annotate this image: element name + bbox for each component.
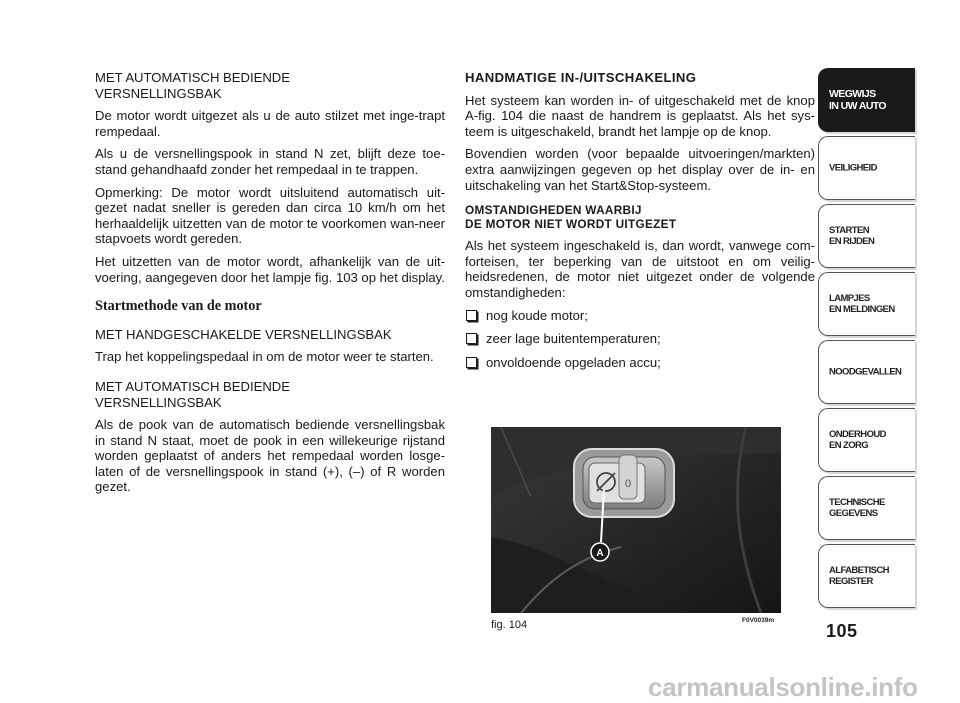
auto-gearbox-heading-2: MET AUTOMATISCH BEDIENDE VERSNELLINGSBAK — [95, 378, 290, 410]
list-item: zeer lage buitentemperaturen; — [465, 331, 815, 347]
page-number: 105 — [826, 621, 858, 641]
left-column — [95, 70, 445, 502]
auto-gearbox-heading: MET AUTOMATISCH BEDIENDE VERSNELLINGSBAK — [95, 70, 290, 101]
section-heading: HANDMATIGE IN-/UITSCHAKELING — [465, 70, 697, 85]
right-column — [465, 70, 815, 378]
checkbox-bullet-icon — [466, 333, 477, 344]
paragraph: De motor wordt uitgezet als u de auto stilzet met inge-trapt rempedaal. — [95, 108, 445, 139]
paragraph: Het systeem kan worden in- of uitgeschakeld met de knop A-fig. 104 die naast de handrem is geplaatst. Als het sys-teem is uitgeschakeld, brandt het lampje op de knop. — [465, 92, 815, 139]
condition-list — [465, 308, 815, 371]
paragraph: Trap het koppelingspedaal in om de motor weer te starten. — [95, 349, 434, 365]
figure-104-photo — [491, 427, 781, 613]
checkbox-bullet-icon — [466, 357, 477, 368]
tab-onderhoud[interactable]: ONDERHOUD EN ZORG — [818, 408, 915, 472]
figure-caption: fig. 104 — [491, 619, 528, 631]
tab-lampjes[interactable]: LAMPJES EN MELDINGEN — [818, 272, 915, 336]
handbrake-console-illustration — [491, 427, 781, 613]
watermark: carmanualsonline.info — [648, 672, 918, 702]
section-title: Startmethode van de motor — [95, 298, 262, 315]
paragraph: Opmerking: De motor wordt uitsluitend automatisch uit-gezet nadat sneller is gereden dan circa 10 km/h om het herhaaldelijk uitzetten van de motor te voorkomen wan-neer stapvoets wordt gereden. — [95, 184, 445, 247]
paragraph: Het uitzetten van de motor wordt, afhankelijk van de uit-voering, aangegeven door het lampje fig. 103 op het display. — [95, 253, 445, 285]
chapter-tabs — [818, 68, 915, 611]
figure-code: F0V0039m — [742, 617, 775, 624]
callout-a-label: A — [596, 548, 604, 559]
manual-gearbox-heading: MET HANDGESCHAKELDE VERSNELLINGSBAK — [95, 326, 392, 342]
list-item: onvoldoende opgeladen accu; — [465, 355, 815, 371]
tab-veiligheid[interactable]: VEILIGHEID — [818, 136, 915, 200]
tab-starten[interactable]: STARTEN EN RIJDEN — [818, 204, 915, 268]
paragraph: Bovendien worden (voor bepaalde uitvoeringen/markten) extra aanwijzingen gegeven op het display over de in- en uitschakeling van het Start&Stop-systeem. — [465, 146, 815, 193]
paragraph: Als het systeem ingeschakeld is, dan wordt, vanwege com-forteisen, ter beperking van de uitstoot en om veilig-heidsredenen, de motor niet uitgezet onder de volgende omstandigheden: — [465, 238, 815, 300]
list-item: nog koude motor; — [465, 308, 815, 324]
paragraph: Als u de versnellingspook in stand N zet, blijft deze toe-stand gehandhaafd zonder het rempedaal in te trappen. — [95, 146, 445, 177]
tab-noodgevallen[interactable]: NOODGEVALLEN — [818, 340, 915, 404]
tab-wegwijs[interactable]: WEGWIJS IN UW AUTO — [818, 68, 915, 132]
conditions-heading: OMSTANDIGHEDEN WAARBIJ DE MOTOR NIET WORDT UITGEZET — [465, 203, 677, 232]
button-label: 0 — [625, 478, 632, 490]
tab-alfabetisch[interactable]: ALFABETISCH REGISTER — [818, 544, 915, 608]
checkbox-bullet-icon — [466, 310, 477, 321]
paragraph: Als de pook van de automatisch bediende versnellingsbak in stand N staat, moet de pook in een willekeurige rijstand worden geplaatst of anders het rempedaal worden losge-laten of de versnellingspook in stand (+), (–) of R worden gezet. — [95, 417, 445, 495]
tab-technische[interactable]: TECHNISCHE GEGEVENS — [818, 476, 915, 540]
